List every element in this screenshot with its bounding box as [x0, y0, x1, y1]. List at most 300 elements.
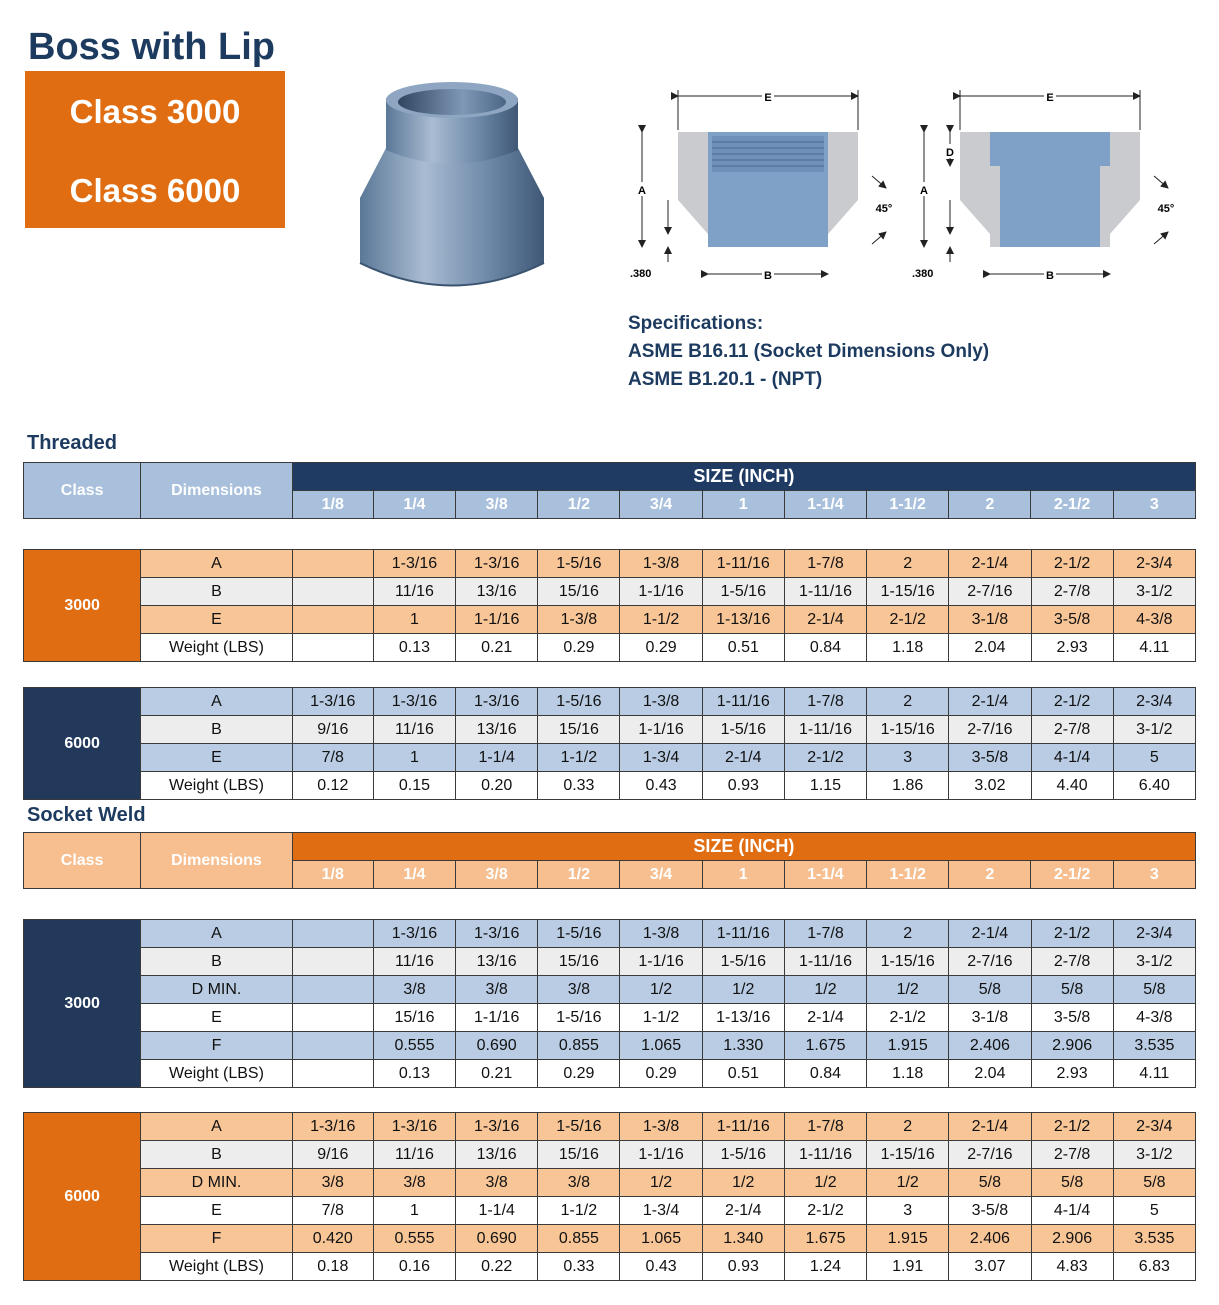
table-row: [24, 716, 1196, 744]
table-cell: 4-3/8: [1113, 606, 1195, 634]
table-cell: 1-5/16: [702, 948, 784, 976]
table-cell: 5: [1113, 1197, 1195, 1225]
table-cell: 4.11: [1113, 1060, 1195, 1088]
table-row: [24, 1004, 1196, 1032]
table-cell: 5: [1113, 744, 1195, 772]
dimension-label: A: [141, 688, 292, 716]
table-cell: 0.21: [456, 1060, 538, 1088]
size-column-header: 3: [1113, 491, 1195, 519]
dimensions-column-header: Dimensions: [141, 833, 292, 889]
socket-weld-section-title: Socket Weld: [27, 804, 146, 826]
table-cell: 1-5/16: [538, 688, 620, 716]
table-cell: 5/8: [1031, 1169, 1113, 1197]
size-column-header: 3/4: [620, 861, 702, 889]
table-cell: 1-5/16: [538, 1113, 620, 1141]
table-cell: 2-1/4: [949, 1113, 1031, 1141]
table-cell: 1-3/8: [620, 550, 702, 578]
table-cell: 1-3/8: [620, 688, 702, 716]
table-cell: 1.065: [620, 1032, 702, 1060]
table-cell: 1-3/8: [538, 606, 620, 634]
table-cell: 0.20: [456, 772, 538, 800]
size-column-header: 3/8: [456, 861, 538, 889]
size-column-header: 2-1/2: [1031, 491, 1113, 519]
table-cell: 2-1/4: [949, 688, 1031, 716]
threaded-section-drawing: [630, 89, 892, 282]
class-column-header: Class: [24, 833, 141, 889]
table-cell: 1.15: [784, 772, 866, 800]
table-cell: 0.43: [620, 772, 702, 800]
class-cell: 3000: [24, 550, 141, 662]
size-column-header: 1/4: [373, 491, 455, 519]
class-group-table: [23, 687, 1196, 800]
dimension-label: B: [141, 578, 292, 606]
table-cell: 1-1/4: [456, 1197, 538, 1225]
dimension-label: A: [141, 550, 292, 578]
size-column-header: 3: [1113, 861, 1195, 889]
table-row: [24, 1141, 1196, 1169]
spec-line: ASME B16.11 (Socket Dimensions Only): [628, 341, 990, 362]
table-cell: 3/8: [538, 976, 620, 1004]
socket-weld-header-table: [23, 832, 1196, 889]
table-cell: 3-5/8: [949, 1197, 1031, 1225]
size-column-header: 3/4: [620, 491, 702, 519]
table-cell: 0.22: [456, 1253, 538, 1281]
table-cell: 2-1/2: [784, 744, 866, 772]
table-cell: 2: [867, 920, 949, 948]
table-cell: 1.91: [867, 1253, 949, 1281]
table-cell: 1-1/16: [456, 606, 538, 634]
table-cell: 1-11/16: [784, 716, 866, 744]
table-cell: 0.51: [702, 634, 784, 662]
table-cell: 2-1/2: [1031, 688, 1113, 716]
size-column-header: 2: [949, 861, 1031, 889]
table-cell: 1-1/16: [620, 948, 702, 976]
table-cell: 0.93: [702, 1253, 784, 1281]
table-cell: 3/8: [456, 976, 538, 1004]
table-cell: 2-1/4: [784, 606, 866, 634]
dimension-label: Weight (LBS): [141, 634, 292, 662]
table-cell: 3/8: [373, 1169, 455, 1197]
class-cell: 3000: [24, 920, 141, 1088]
table-cell: 1/2: [620, 1169, 702, 1197]
table-cell: [292, 1004, 373, 1032]
specs-heading: Specifications:: [628, 313, 764, 334]
table-cell: 0.29: [538, 1060, 620, 1088]
table-cell: 1-3/16: [373, 1113, 455, 1141]
table-cell: 11/16: [373, 948, 455, 976]
table-cell: 6.40: [1113, 772, 1195, 800]
table-cell: 3-1/2: [1113, 578, 1195, 606]
table-row: [24, 1253, 1196, 1281]
table-cell: 1/2: [867, 976, 949, 1004]
table-cell: 1-11/16: [702, 550, 784, 578]
table-cell: 13/16: [456, 948, 538, 976]
size-column-header: 1-1/4: [784, 861, 866, 889]
table-cell: 1.18: [867, 1060, 949, 1088]
table-row: [24, 578, 1196, 606]
table-row: [24, 550, 1196, 578]
table-cell: 1-11/16: [702, 688, 784, 716]
table-row: [24, 772, 1196, 800]
dim-label-A: A: [638, 185, 646, 197]
table-cell: 0.33: [538, 1253, 620, 1281]
table-cell: 4.40: [1031, 772, 1113, 800]
table-cell: 3-1/2: [1113, 948, 1195, 976]
table-cell: 0.16: [373, 1253, 455, 1281]
table-cell: 1-1/2: [620, 1004, 702, 1032]
table-cell: 0.13: [373, 1060, 455, 1088]
table-cell: 1.18: [867, 634, 949, 662]
dimension-drawing: [628, 84, 1188, 284]
size-column-header: 1-1/4: [784, 491, 866, 519]
table-cell: 2-7/16: [949, 1141, 1031, 1169]
size-column-header: 2: [949, 491, 1031, 519]
table-cell: 6.83: [1113, 1253, 1195, 1281]
table-cell: 1-15/16: [867, 948, 949, 976]
table-cell: 0.29: [620, 1060, 702, 1088]
size-header: SIZE (INCH): [292, 463, 1195, 491]
table-cell: [292, 1060, 373, 1088]
table-cell: 1-13/16: [702, 606, 784, 634]
table-cell: 3/8: [456, 1169, 538, 1197]
dimension-label: B: [141, 1141, 292, 1169]
class-group-table: [23, 1112, 1196, 1281]
size-column-header: 1: [702, 491, 784, 519]
table-cell: 3/8: [373, 976, 455, 1004]
table-cell: 1-3/8: [620, 920, 702, 948]
table-cell: 1-5/16: [702, 578, 784, 606]
table-cell: 1.915: [867, 1032, 949, 1060]
table-cell: 11/16: [373, 716, 455, 744]
size-column-header: 1/8: [292, 491, 373, 519]
lip-label: .380: [630, 268, 652, 280]
table-cell: 0.51: [702, 1060, 784, 1088]
table-cell: 2.906: [1031, 1032, 1113, 1060]
table-row: [24, 1197, 1196, 1225]
table-cell: 2-7/8: [1031, 578, 1113, 606]
dimension-label: E: [141, 606, 292, 634]
table-cell: 1-5/16: [538, 920, 620, 948]
table-cell: 2-7/8: [1031, 948, 1113, 976]
table-cell: 1-7/8: [784, 1113, 866, 1141]
table-cell: 1-15/16: [867, 1141, 949, 1169]
table-cell: 1-1/16: [620, 1141, 702, 1169]
dim-label-D: D: [946, 147, 954, 159]
table-cell: 0.555: [373, 1032, 455, 1060]
table-cell: 7/8: [292, 744, 373, 772]
table-cell: 2-7/8: [1031, 716, 1113, 744]
table-cell: 2: [867, 1113, 949, 1141]
table-row: [24, 948, 1196, 976]
class-6000-label: Class 6000: [69, 172, 241, 209]
boss-fitting-photo: [358, 78, 546, 296]
table-cell: 1-3/16: [373, 920, 455, 948]
table-cell: 1-15/16: [867, 716, 949, 744]
table-cell: 1-7/8: [784, 550, 866, 578]
table-cell: [292, 948, 373, 976]
table-cell: 2-1/2: [1031, 550, 1113, 578]
table-row: [24, 1113, 1196, 1141]
table-cell: 1.915: [867, 1225, 949, 1253]
dim-label-B: B: [1046, 270, 1054, 282]
dimension-label: Weight (LBS): [141, 1253, 292, 1281]
table-cell: 3-1/2: [1113, 1141, 1195, 1169]
table-row: [24, 920, 1196, 948]
dimension-label: D MIN.: [141, 1169, 292, 1197]
dimension-label: F: [141, 1225, 292, 1253]
table-cell: 3.535: [1113, 1225, 1195, 1253]
size-column-header: 3/8: [456, 491, 538, 519]
table-cell: 2.04: [949, 634, 1031, 662]
table-cell: 1: [373, 1197, 455, 1225]
dim-label-E: E: [764, 92, 772, 104]
table-cell: 15/16: [538, 1141, 620, 1169]
table-cell: 1-1/16: [456, 1004, 538, 1032]
spec-line: ASME B1.20.1 - (NPT): [628, 369, 823, 390]
threaded-section-title: Threaded: [27, 432, 118, 454]
angle-label: 45°: [1157, 203, 1175, 215]
table-cell: 3.02: [949, 772, 1031, 800]
table-cell: 0.690: [456, 1225, 538, 1253]
table-cell: 1-3/4: [620, 1197, 702, 1225]
table-cell: [292, 606, 373, 634]
table-cell: 1-11/16: [702, 920, 784, 948]
table-cell: 1.675: [784, 1225, 866, 1253]
table-cell: 0.33: [538, 772, 620, 800]
size-column-header: 1/4: [373, 861, 455, 889]
table-cell: 13/16: [456, 578, 538, 606]
dimension-label: A: [141, 920, 292, 948]
table-cell: 3-1/8: [949, 606, 1031, 634]
table-cell: 2.406: [949, 1225, 1031, 1253]
dimension-label: Weight (LBS): [141, 1060, 292, 1088]
table-cell: 3/8: [292, 1169, 373, 1197]
table-cell: 0.855: [538, 1032, 620, 1060]
table-cell: 15/16: [538, 578, 620, 606]
dimension-label: E: [141, 1004, 292, 1032]
table-cell: 2-7/16: [949, 948, 1031, 976]
table-cell: 1: [373, 744, 455, 772]
table-cell: 1-1/16: [620, 578, 702, 606]
table-cell: 3-5/8: [1031, 606, 1113, 634]
table-cell: 15/16: [373, 1004, 455, 1032]
table-cell: 0.21: [456, 634, 538, 662]
dimension-label: B: [141, 716, 292, 744]
angle-label: 45°: [875, 203, 893, 215]
class-column-header: Class: [24, 463, 141, 519]
table-row: [24, 976, 1196, 1004]
table-cell: 1/2: [702, 976, 784, 1004]
table-cell: 3-5/8: [949, 744, 1031, 772]
table-cell: 2-3/4: [1113, 1113, 1195, 1141]
table-cell: 5/8: [1113, 976, 1195, 1004]
dim-label-E: E: [1046, 92, 1054, 104]
table-cell: 2-3/4: [1113, 688, 1195, 716]
table-cell: 2-7/16: [949, 578, 1031, 606]
table-cell: 0.13: [373, 634, 455, 662]
table-cell: 4-1/4: [1031, 1197, 1113, 1225]
table-cell: 2-1/2: [1031, 1113, 1113, 1141]
table-cell: 4.11: [1113, 634, 1195, 662]
table-cell: 3.07: [949, 1253, 1031, 1281]
table-cell: 13/16: [456, 1141, 538, 1169]
table-cell: 1-5/16: [538, 550, 620, 578]
table-cell: 1-5/16: [702, 716, 784, 744]
table-cell: 2.406: [949, 1032, 1031, 1060]
dimension-label: F: [141, 1032, 292, 1060]
table-row: [24, 1060, 1196, 1088]
dimension-label: E: [141, 1197, 292, 1225]
table-cell: 1-7/8: [784, 688, 866, 716]
table-cell: 1-1/2: [538, 1197, 620, 1225]
table-cell: 2-7/8: [1031, 1141, 1113, 1169]
table-cell: 15/16: [538, 948, 620, 976]
dim-label-B: B: [764, 270, 772, 282]
table-cell: 1-1/16: [620, 716, 702, 744]
table-cell: [292, 1032, 373, 1060]
table-cell: 1-1/2: [538, 744, 620, 772]
table-cell: 2.93: [1031, 634, 1113, 662]
table-cell: 2-1/4: [949, 920, 1031, 948]
class-group-table: [23, 549, 1196, 662]
table-cell: 1/2: [620, 976, 702, 1004]
table-cell: 3-1/2: [1113, 716, 1195, 744]
size-column-header: 1/8: [292, 861, 373, 889]
table-cell: 1-13/16: [702, 1004, 784, 1032]
table-row: [24, 1225, 1196, 1253]
table-cell: 0.12: [292, 772, 373, 800]
table-cell: 0.855: [538, 1225, 620, 1253]
table-cell: 0.84: [784, 634, 866, 662]
table-cell: 5/8: [949, 1169, 1031, 1197]
table-cell: 0.18: [292, 1253, 373, 1281]
table-cell: 1.24: [784, 1253, 866, 1281]
table-cell: 2-7/16: [949, 716, 1031, 744]
table-cell: 13/16: [456, 716, 538, 744]
table-cell: 1.065: [620, 1225, 702, 1253]
table-cell: 4.83: [1031, 1253, 1113, 1281]
dimension-label: B: [141, 948, 292, 976]
table-cell: 1-3/16: [373, 688, 455, 716]
table-cell: 3/8: [538, 1169, 620, 1197]
threaded-header-table: [23, 462, 1196, 519]
table-cell: 3.535: [1113, 1032, 1195, 1060]
table-cell: 0.555: [373, 1225, 455, 1253]
table-cell: 0.690: [456, 1032, 538, 1060]
table-cell: 2.906: [1031, 1225, 1113, 1253]
table-cell: 7/8: [292, 1197, 373, 1225]
dimension-label: D MIN.: [141, 976, 292, 1004]
page-title: Boss with Lip: [28, 26, 275, 68]
table-cell: 9/16: [292, 716, 373, 744]
class-3000-label: Class 3000: [69, 93, 241, 130]
class-cell: 6000: [24, 1113, 141, 1281]
size-column-header: 1/2: [538, 861, 620, 889]
table-cell: 2: [867, 550, 949, 578]
table-cell: 2-1/4: [702, 1197, 784, 1225]
table-cell: [292, 976, 373, 1004]
table-cell: 2-3/4: [1113, 920, 1195, 948]
table-cell: 1.330: [702, 1032, 784, 1060]
table-cell: 2.04: [949, 1060, 1031, 1088]
table-cell: 0.29: [620, 634, 702, 662]
table-cell: 1.86: [867, 772, 949, 800]
table-cell: 1.675: [784, 1032, 866, 1060]
table-cell: 1-3/16: [456, 1113, 538, 1141]
dim-label-A: A: [920, 185, 928, 197]
table-cell: 0.93: [702, 772, 784, 800]
table-cell: 0.29: [538, 634, 620, 662]
table-cell: 0.15: [373, 772, 455, 800]
table-cell: 1-5/16: [702, 1141, 784, 1169]
dimension-label: A: [141, 1113, 292, 1141]
table-cell: 3: [867, 1197, 949, 1225]
table-cell: 1-1/4: [456, 744, 538, 772]
table-row: [24, 744, 1196, 772]
table-cell: 0.43: [620, 1253, 702, 1281]
table-cell: 1/2: [784, 976, 866, 1004]
table-cell: 1.340: [702, 1225, 784, 1253]
table-cell: 2-1/4: [949, 550, 1031, 578]
table-cell: 4-3/8: [1113, 1004, 1195, 1032]
table-cell: 2-3/4: [1113, 550, 1195, 578]
table-cell: 1-3/16: [456, 688, 538, 716]
table-cell: 1/2: [867, 1169, 949, 1197]
table-cell: 1-3/16: [292, 1113, 373, 1141]
lip-label: .380: [912, 268, 934, 280]
specifications: [628, 310, 989, 394]
size-column-header: 1: [702, 861, 784, 889]
table-cell: 1-15/16: [867, 578, 949, 606]
table-cell: 1-3/16: [456, 920, 538, 948]
table-cell: 1-3/16: [292, 688, 373, 716]
table-cell: 5/8: [1031, 976, 1113, 1004]
table-cell: 3: [867, 744, 949, 772]
size-column-header: 1-1/2: [867, 861, 949, 889]
table-cell: 2-1/2: [784, 1197, 866, 1225]
table-cell: 2-1/4: [784, 1004, 866, 1032]
class-cell: 6000: [24, 688, 141, 800]
table-cell: 3-1/8: [949, 1004, 1031, 1032]
table-cell: 2: [867, 688, 949, 716]
table-row: [24, 1169, 1196, 1197]
table-cell: 4-1/4: [1031, 744, 1113, 772]
table-cell: 1-5/16: [538, 1004, 620, 1032]
class-ratings-box: [25, 71, 285, 228]
table-cell: 3-5/8: [1031, 1004, 1113, 1032]
table-row: [24, 688, 1196, 716]
table-cell: 2-1/4: [702, 744, 784, 772]
table-row: [24, 606, 1196, 634]
size-column-header: 1/2: [538, 491, 620, 519]
table-cell: 11/16: [373, 578, 455, 606]
table-cell: [292, 920, 373, 948]
table-cell: 1: [373, 606, 455, 634]
table-row: [24, 1032, 1196, 1060]
table-cell: [292, 578, 373, 606]
table-cell: 2-1/2: [1031, 920, 1113, 948]
table-cell: 0.420: [292, 1225, 373, 1253]
table-cell: 5/8: [1113, 1169, 1195, 1197]
dimension-label: E: [141, 744, 292, 772]
table-cell: 1/2: [702, 1169, 784, 1197]
class-group-table: [23, 919, 1196, 1088]
size-column-header: 2-1/2: [1031, 861, 1113, 889]
table-cell: 5/8: [949, 976, 1031, 1004]
table-cell: 1-11/16: [702, 1113, 784, 1141]
table-cell: 2-1/2: [867, 606, 949, 634]
dimension-label: Weight (LBS): [141, 772, 292, 800]
